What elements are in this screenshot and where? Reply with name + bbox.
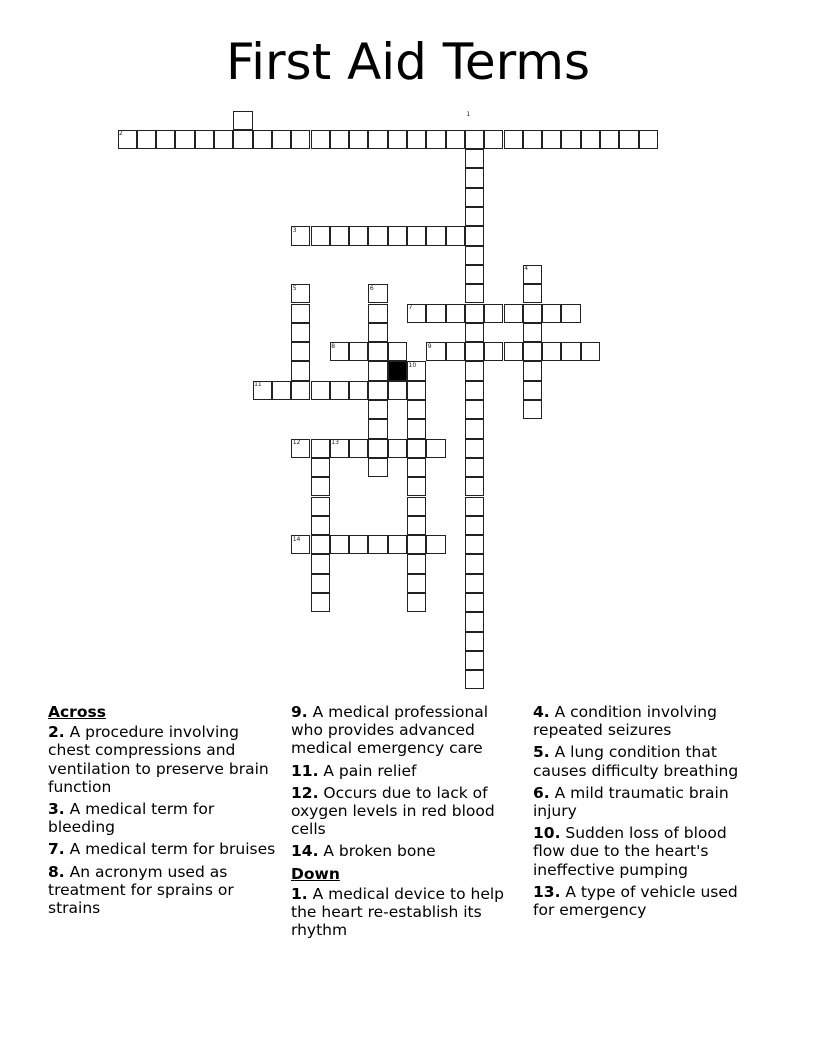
grid-cell[interactable] — [407, 400, 426, 419]
clue-number: 10 — [408, 361, 417, 369]
grid-cell[interactable] — [349, 226, 368, 245]
grid-cell[interactable] — [426, 535, 445, 554]
clue-item — [48, 863, 278, 918]
clue-text: Occurs due to lack of oxygen levels in red blood cells — [291, 783, 495, 839]
grid-cell[interactable] — [368, 458, 387, 477]
grid-cell[interactable] — [214, 130, 233, 149]
grid-cell[interactable] — [523, 284, 542, 303]
clue-num: 10. — [533, 824, 561, 843]
grid-cell[interactable] — [465, 323, 484, 342]
grid-cell[interactable] — [407, 535, 426, 554]
grid-cell[interactable] — [426, 439, 445, 458]
grid-cell[interactable] — [465, 381, 484, 400]
grid-cell[interactable] — [368, 400, 387, 419]
grid-cell[interactable] — [233, 130, 252, 149]
grid-cell[interactable] — [542, 342, 561, 361]
grid-cell[interactable] — [465, 535, 484, 554]
grid-cell[interactable] — [465, 304, 484, 323]
clue-number: 1 — [466, 111, 471, 118]
clue-text: A lung condition that causes difficulty breathing — [533, 743, 739, 780]
clue-column-3 — [533, 703, 763, 923]
clue-text: A mild traumatic brain injury — [533, 783, 729, 821]
grid-cell[interactable] — [465, 593, 484, 612]
clue-num: 3. — [48, 800, 65, 819]
clue-item — [291, 703, 521, 758]
grid-cell[interactable] — [291, 381, 310, 400]
grid-cell[interactable] — [465, 400, 484, 419]
grid-cell[interactable] — [311, 226, 330, 245]
clue-text: A type of vehicle used for emergency — [533, 882, 738, 920]
grid-cell[interactable] — [311, 381, 330, 400]
grid-cell[interactable] — [465, 188, 484, 207]
black-cell — [388, 361, 407, 380]
grid-cell[interactable] — [388, 130, 407, 149]
clue-num: 7. — [48, 840, 65, 859]
grid-cell[interactable] — [311, 477, 330, 496]
grid-cell[interactable] — [465, 342, 484, 361]
grid-cell[interactable] — [561, 304, 580, 323]
grid-cell[interactable] — [581, 342, 600, 361]
grid-cell[interactable] — [253, 130, 272, 149]
grid-cell[interactable] — [446, 304, 465, 323]
grid-cell[interactable] — [561, 130, 580, 149]
grid-cell[interactable] — [291, 361, 310, 380]
grid-cell[interactable] — [388, 535, 407, 554]
grid-cell[interactable] — [523, 342, 542, 361]
grid-cell[interactable] — [407, 477, 426, 496]
clue-number: 4 — [524, 265, 529, 273]
grid-cell[interactable] — [388, 342, 407, 361]
grid-cell[interactable] — [465, 670, 484, 689]
grid-cell[interactable] — [349, 381, 368, 400]
grid-cell[interactable] — [484, 130, 503, 149]
across-heading: Across — [48, 703, 106, 721]
clue-item — [291, 885, 521, 940]
grid-cell[interactable] — [368, 226, 387, 245]
grid-cell[interactable] — [407, 574, 426, 593]
grid-cell[interactable] — [137, 130, 156, 149]
clue-item — [533, 743, 763, 779]
clue-number: 12 — [292, 439, 301, 447]
clue-number: 7 — [408, 304, 413, 311]
grid-cell[interactable] — [465, 574, 484, 593]
clue-text: A medical professional who provides advanced medical emergency care — [291, 703, 489, 758]
grid-cell[interactable] — [407, 554, 426, 573]
grid-cell[interactable] — [639, 130, 658, 149]
grid-cell[interactable] — [368, 361, 387, 380]
grid-cell[interactable] — [465, 168, 484, 187]
clue-number: 3 — [292, 226, 297, 234]
grid-cell[interactable] — [446, 130, 465, 149]
grid-cell[interactable] — [465, 651, 484, 670]
grid-cell[interactable] — [291, 342, 310, 361]
grid-cell[interactable] — [504, 342, 523, 361]
clue-item — [48, 723, 278, 796]
grid-cell[interactable] — [465, 497, 484, 516]
clue-text: A medical device to help the heart re-establish its rhythm — [291, 884, 505, 940]
grid-cell[interactable] — [388, 226, 407, 245]
grid-cell[interactable] — [291, 304, 310, 323]
grid-cell[interactable] — [349, 130, 368, 149]
clue-item — [533, 784, 763, 820]
grid-cell[interactable] — [465, 458, 484, 477]
clue-num: 4. — [533, 703, 550, 721]
clue-number: 5 — [292, 284, 297, 292]
grid-cell[interactable] — [465, 284, 484, 303]
grid-cell[interactable] — [523, 381, 542, 400]
grid-cell[interactable] — [465, 130, 484, 149]
grid-cell[interactable] — [542, 304, 561, 323]
grid-cell[interactable] — [311, 497, 330, 516]
clue-number: 6 — [369, 284, 374, 292]
grid-cell[interactable] — [465, 149, 484, 168]
clue-text: A medical term for bleeding — [48, 800, 215, 837]
clue-text: An acronym used as treatment for sprains or strains — [48, 862, 234, 918]
grid-cell[interactable] — [156, 130, 175, 149]
grid-cell[interactable] — [368, 304, 387, 323]
clue-text: A condition involving repeated seizures — [533, 703, 717, 740]
grid-cell[interactable] — [233, 111, 252, 130]
clue-item — [291, 842, 521, 860]
grid-cell[interactable] — [349, 535, 368, 554]
grid-cell[interactable] — [407, 130, 426, 149]
grid-cell[interactable] — [368, 342, 387, 361]
clue-text: A pain relief — [318, 761, 417, 780]
grid-cell[interactable] — [368, 439, 387, 458]
clue-num: 5. — [533, 743, 550, 762]
clue-number: 14 — [292, 535, 301, 543]
grid-cell[interactable] — [465, 632, 484, 651]
clue-num: 11. — [291, 761, 319, 780]
grid-cell[interactable] — [407, 381, 426, 400]
clue-item — [48, 840, 278, 858]
grid-cell[interactable] — [272, 130, 291, 149]
clue-item — [533, 824, 763, 879]
clue-number: 8 — [331, 342, 336, 350]
clue-num: 14. — [291, 842, 319, 861]
grid-cell[interactable] — [523, 130, 542, 149]
grid-cell[interactable] — [311, 593, 330, 612]
grid-cell[interactable] — [330, 130, 349, 149]
grid-cell[interactable] — [465, 516, 484, 535]
clue-number: 9 — [427, 342, 432, 350]
grid-cell[interactable] — [291, 130, 310, 149]
grid-cell[interactable] — [311, 574, 330, 593]
grid-cell[interactable] — [407, 439, 426, 458]
grid-cell[interactable] — [311, 458, 330, 477]
clue-num: 6. — [533, 783, 550, 802]
grid-cell[interactable] — [446, 226, 465, 245]
grid-cell[interactable] — [561, 342, 580, 361]
clue-column-2 — [291, 703, 521, 943]
grid-cell[interactable] — [600, 130, 619, 149]
grid-cell[interactable] — [388, 439, 407, 458]
grid-cell[interactable] — [619, 130, 638, 149]
grid-cell[interactable] — [523, 323, 542, 342]
grid-cell[interactable] — [465, 612, 484, 631]
grid-cell[interactable] — [368, 323, 387, 342]
clue-text: A medical term for bruises — [64, 840, 276, 859]
grid-cell[interactable] — [446, 342, 465, 361]
grid-cell[interactable] — [407, 516, 426, 535]
grid-cell[interactable] — [523, 400, 542, 419]
grid-cell[interactable] — [426, 304, 445, 323]
clue-number: 13 — [331, 439, 339, 447]
grid-cell[interactable] — [465, 207, 484, 226]
clue-item — [48, 800, 278, 836]
grid-cell[interactable] — [542, 130, 561, 149]
clue-number: 11 — [254, 381, 262, 389]
grid-cell[interactable] — [311, 439, 330, 458]
grid-cell[interactable] — [465, 246, 484, 265]
clue-text: Sudden loss of blood flow due to the heart's ineffective pumping — [533, 824, 727, 879]
grid-cell[interactable] — [311, 535, 330, 554]
clue-num: 2. — [48, 723, 65, 742]
grid-cell[interactable] — [368, 535, 387, 554]
clue-item — [533, 883, 763, 919]
grid-cell[interactable] — [504, 304, 523, 323]
grid-cell[interactable] — [195, 130, 214, 149]
grid-cell[interactable] — [311, 554, 330, 573]
grid-cell[interactable] — [484, 304, 503, 323]
grid-cell[interactable] — [311, 516, 330, 535]
grid-cell[interactable] — [426, 226, 445, 245]
grid-cell[interactable] — [407, 593, 426, 612]
grid-cell[interactable] — [330, 381, 349, 400]
grid-cell[interactable] — [330, 535, 349, 554]
grid-cell[interactable] — [426, 130, 445, 149]
grid-cell[interactable] — [272, 381, 291, 400]
grid-cell[interactable] — [523, 361, 542, 380]
grid-cell[interactable] — [523, 304, 542, 323]
grid-cell[interactable] — [330, 226, 349, 245]
grid-cell[interactable] — [368, 130, 387, 149]
clue-text: A procedure involving chest compressions and ventilation to preserve brain function — [48, 723, 269, 796]
grid-cell[interactable] — [349, 439, 368, 458]
grid-cell[interactable] — [407, 497, 426, 516]
clue-num: 9. — [291, 703, 308, 721]
clue-item — [291, 762, 521, 780]
grid-cell[interactable] — [581, 130, 600, 149]
grid-cell[interactable] — [484, 342, 503, 361]
puzzle-title: First Aid Terms — [225, 33, 591, 91]
grid-cell[interactable] — [368, 381, 387, 400]
grid-cell[interactable] — [407, 226, 426, 245]
clue-column-1 — [48, 703, 278, 921]
grid-cell[interactable] — [465, 226, 484, 245]
clue-num: 13. — [533, 882, 561, 901]
clue-item — [291, 784, 521, 839]
grid-cell[interactable] — [465, 361, 484, 380]
grid-cell[interactable] — [465, 554, 484, 573]
grid-cell[interactable] — [368, 419, 387, 438]
grid-cell[interactable] — [349, 342, 368, 361]
grid-cell[interactable] — [407, 458, 426, 477]
clue-item — [533, 703, 763, 739]
clue-num: 12. — [291, 783, 319, 802]
grid-cell[interactable] — [465, 477, 484, 496]
grid-cell[interactable] — [504, 130, 523, 149]
grid-cell[interactable] — [311, 130, 330, 149]
down-heading: Down — [291, 864, 340, 883]
grid-cell[interactable] — [407, 419, 426, 438]
grid-cell[interactable] — [388, 381, 407, 400]
grid-cell[interactable] — [465, 265, 484, 284]
grid-cell[interactable] — [465, 419, 484, 438]
clue-number: 2 — [119, 130, 123, 138]
clue-num: 8. — [48, 862, 65, 881]
clue-num: 1. — [291, 884, 308, 903]
grid-cell[interactable] — [175, 130, 194, 149]
grid-cell[interactable] — [291, 323, 310, 342]
grid-cell[interactable] — [465, 439, 484, 458]
clue-text: A broken bone — [318, 842, 436, 861]
